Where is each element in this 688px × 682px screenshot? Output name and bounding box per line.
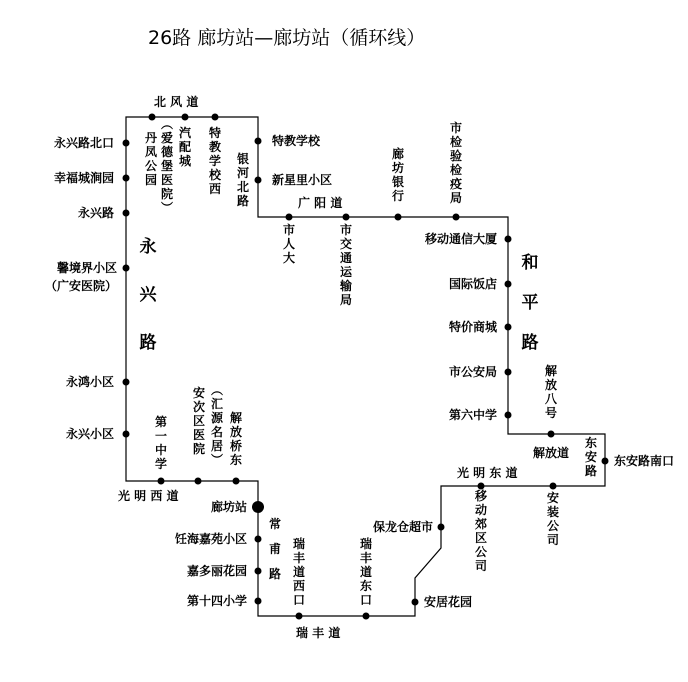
stop-label-vertical: 移动郊区公司: [474, 489, 488, 573]
stop-label: 市公安局: [448, 365, 497, 379]
stop-dot: [363, 613, 370, 620]
stop-dot: [255, 177, 262, 184]
stop-dot: [123, 175, 130, 182]
stop-label: 第六中学: [448, 408, 497, 422]
stop-dot: [182, 114, 189, 121]
stop-label-vertical: 汽配城: [178, 126, 192, 168]
stop-dot: [123, 140, 130, 147]
stop-label-vertical: 解放八号: [544, 364, 558, 420]
stop-dot: [149, 114, 156, 121]
road-guangming-east: 光 明 东 道: [457, 466, 518, 480]
stop-label: 永兴路北口: [53, 136, 114, 150]
stop-dot: [255, 138, 262, 145]
stop-label: 新星里小区: [272, 173, 333, 187]
stop-label: 永兴小区: [65, 427, 114, 441]
stop-dot: [343, 214, 350, 221]
stop-dot: [438, 524, 445, 531]
stop-dot: [412, 599, 419, 606]
stop-label: 幸福城涧园: [53, 171, 114, 185]
stop-label-vertical: 安次区医院: [192, 386, 206, 456]
stop-label-vertical: ︵爱德堡医院︶: [160, 117, 174, 215]
stop-label: 移动通信大厦: [424, 232, 497, 246]
stop-label-vertical: 廊坊银行: [391, 147, 405, 203]
stop-dot: [123, 265, 130, 272]
stop-dot: [550, 483, 557, 490]
stop-label: 馨境界小区: [56, 261, 117, 275]
stop-dot: [123, 210, 130, 217]
map-title: 26路 廊坊站—廊坊站（循环线）: [148, 27, 426, 49]
stop-label-vertical: 特教学校西: [208, 126, 222, 196]
stop-label: 特教学校: [272, 134, 321, 148]
road-jiefang: 解放道: [533, 446, 570, 460]
stop-dot: [195, 478, 202, 485]
stop-label-vertical: 东安路: [584, 436, 598, 478]
stop-label-vertical: 丹凤公园: [144, 131, 158, 187]
stop-dot: [123, 379, 130, 386]
stop-dot: [453, 214, 460, 221]
stop-dot: [212, 114, 219, 121]
stop-label: 国际饭店: [448, 277, 497, 291]
stop-label-vertical: 瑞丰道东口: [359, 537, 373, 607]
stop-label-vertical: 市交通运输局: [339, 223, 353, 307]
stop-dot: [296, 613, 303, 620]
stop-label: 永鸿小区: [65, 375, 114, 389]
stop-label: 饪海嘉苑小区: [174, 532, 247, 546]
stop-label: 永兴路: [77, 206, 114, 220]
road-beifeng: 北 风 道: [154, 95, 199, 109]
stop-label-vertical: 银河北路: [236, 152, 250, 208]
stop-dot: [505, 369, 512, 376]
stop-label-vertical: 安装公司: [546, 491, 560, 547]
stop-dot: [548, 431, 555, 438]
stop-dot: [158, 478, 165, 485]
stop-label-vertical: 解放桥东: [229, 411, 243, 467]
road-label-vertical: 和平路: [521, 253, 539, 353]
stop-label-vertical: 第一中学: [154, 415, 168, 471]
stop-label: 特价商城: [448, 320, 497, 334]
stop-dot: [123, 431, 130, 438]
stop-dot: [505, 324, 512, 331]
stop-label: 东安路南口: [614, 454, 675, 468]
stop-label-vertical: 市检验检疫局: [449, 121, 463, 205]
stop-dot: [255, 568, 262, 575]
stop-dot: [505, 412, 512, 419]
stop-label: 廊坊站: [210, 500, 247, 514]
stop-label-vertical: 瑞丰道西口: [292, 537, 306, 607]
stop-dot: [395, 214, 402, 221]
stop-dot: [505, 281, 512, 288]
stop-label: （广安医院）: [44, 279, 117, 293]
stop-label-vertical: ︵汇源名居︶: [210, 383, 224, 467]
road-label-vertical: 永兴路: [139, 237, 157, 353]
road-guangyang: 广 阳 道: [298, 196, 343, 210]
road-ruifeng: 瑞 丰 道: [296, 626, 341, 640]
stop-dot: [233, 478, 240, 485]
stop-dot: [602, 458, 609, 465]
stop-dot: [255, 598, 262, 605]
stop-label: 嘉多丽花园: [186, 564, 247, 578]
stop-dot: [505, 236, 512, 243]
stop-dot: [255, 536, 262, 543]
stop-label: 保龙仓超市: [372, 520, 433, 534]
stop-label: 安居花园: [424, 595, 473, 609]
road-label-vertical: 常甫路: [268, 517, 282, 581]
stop-dot: [286, 214, 293, 221]
stop-label: 第十四小学: [186, 594, 247, 608]
terminal-station-marker: [252, 501, 264, 513]
stop-label-vertical: 市人大: [282, 223, 296, 265]
road-guangming-west: 光 明 西 道: [118, 489, 179, 503]
